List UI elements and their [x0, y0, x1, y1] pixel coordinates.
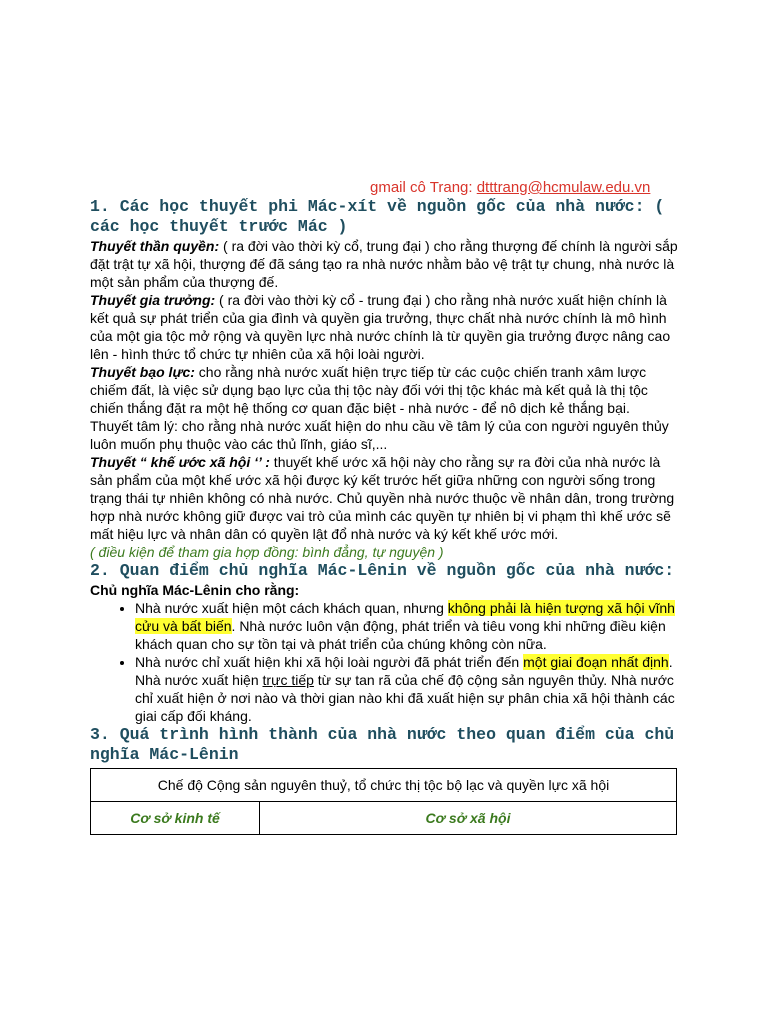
- highlight: một giai đoạn nhất định: [523, 654, 669, 670]
- email-line: [370, 179, 680, 196]
- section2-list: [90, 599, 680, 725]
- email-link[interactable]: dtttrang@hcmulaw.edu.vn: [476, 179, 651, 196]
- theory-psychology: Thuyết tâm lý: cho rằng nhà nước xuất hiện do nhu cầu về tâm lý của con người nguyên thủy luôn muốn phụ thuộc vào các thủ lĩnh, giáo sĩ,...: [90, 418, 669, 452]
- section2-heading: 2. Quan điểm chủ nghĩa Mác-Lênin về nguồn gốc của nhà nước:: [90, 561, 675, 580]
- formation-table: [90, 768, 677, 835]
- highlight: không phải là hiện tượng xã hội vĩnh cửu và bất biến: [135, 600, 675, 634]
- contract-note: ( điều kiện để tham gia hợp đồng: bình đẳng, tự nguyện ): [90, 544, 444, 560]
- theory-patriarchal: Thuyết gia trưởng: ( ra đời vào thời kỳ cổ - trung đại ) cho rằng nhà nước xuất hiện chính là kết quả sự phát triển của gia đình và quyền gia trưởng, thực chất nhà nước chính là mô hình của một gia tộc mở rộng và quyền lực nhà nước chính là từ quyền gia trưởng được nâng cao lên - hình thức tổ chức tự nhiên của xã hội loài người.: [90, 292, 671, 362]
- theory-violence-term: Thuyết bạo lực:: [90, 364, 195, 380]
- section3-heading: 3. Quá trình hình thành của nhà nước theo quan điểm của chủ nghĩa Mác-Lênin: [90, 725, 675, 764]
- theory-divine: Thuyết thần quyền: ( ra đời vào thời kỳ cổ, trung đại ) cho rằng thượng đế chính là người sắp đặt trật tự xã hội, thượng đế đã sáng tạo ra nhà nước nhằm bảo vệ trật tự chung, nhà nước là một sản phẩm của thượng đế.: [90, 238, 678, 290]
- table-header-cell: Chế độ Cộng sản nguyên thuỷ, tổ chức thị tộc bộ lạc và quyền lực xã hội: [91, 769, 677, 802]
- economic-basis-cell: Cơ sở kinh tế: [91, 802, 260, 835]
- social-basis-cell: Cơ sở xã hội: [260, 802, 677, 835]
- theory-divine-term: Thuyết thần quyền:: [90, 238, 220, 254]
- list-item: • Nhà nước chỉ xuất hiện khi xã hội loài người đã phát triển đến một giai đoạn nhất định. Nhà nước xuất hiện trực tiếp từ sự tan rã của chế độ cộng sản nguyên thủy. Nhà nước chỉ xuất hiện ở nơi nào và thời gian nào khi đã xuất hiện sự phân chia xã hội thành các giai cấp đối kháng.: [135, 653, 680, 725]
- underlined-text: trực tiếp: [262, 672, 314, 688]
- section2-intro: Chủ nghĩa Mác-Lênin cho rằng:: [90, 582, 300, 598]
- theory-social-contract-term: Thuyết “ khế ước xã hội ‘’ :: [90, 454, 270, 470]
- email-label: gmail cô Trang:: [370, 179, 477, 196]
- theory-social-contract: Thuyết “ khế ước xã hội ‘’ : thuyết khế ước xã hội này cho rằng sự ra đời của nhà nước là sản phẩm của một khế ước xã hội được ký kết trước hết giữa những con người sống trong trạng thái tự nhiên không có nhà nước. Chủ quyền nhà nước thuộc về nhân dân, trong trường hợp nhà nước không giữ được vai trò của mình các quyền tự nhiên bị vi phạm thì khế ước sẽ mất hiệu lực và nhân dân có quyền lật đổ nhà nước và ký kết khế ước mới.: [90, 454, 675, 542]
- list-item: • Nhà nước xuất hiện một cách khách quan, nhưng không phải là hiện tượng xã hội vĩnh cửu và bất biến. Nhà nước luôn vận động, phát triển và tiêu vong khi những điều kiện khách quan cho sự tồn tại và phát triển của chúng không còn nữa.: [135, 599, 680, 653]
- section1-heading: 1. Các học thuyết phi Mác-xít về nguồn gốc của nhà nước: ( các học thuyết trước Mác ): [90, 197, 665, 236]
- theory-violence: Thuyết bạo lực: cho rằng nhà nước xuất hiện trực tiếp từ các cuộc chiến tranh xâm lược chiếm đất, là việc sử dụng bạo lực của thị tộc này đối với thị tộc khác mà kết quả là thị tộc chiến thắng đặt ra một hệ thống cơ quan đặc biệt - nhà nước - để nô dịch kẻ thắng bại.: [90, 364, 648, 416]
- content: [90, 197, 680, 835]
- theory-patriarchal-term: Thuyết gia trưởng:: [90, 292, 216, 308]
